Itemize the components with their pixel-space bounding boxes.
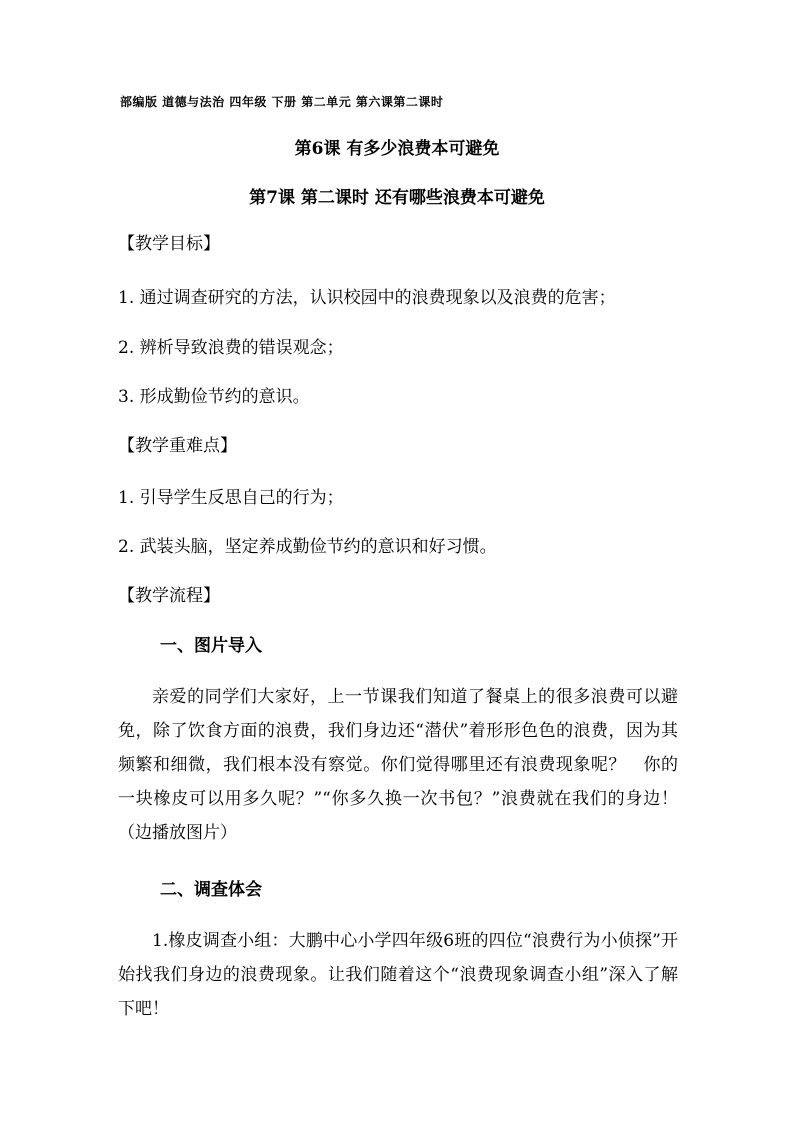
key-points-heading: 【教学重难点】: [118, 436, 237, 456]
course-info-header: 部编版 道德与法治 四年级 下册 第二单元 第六课第二课时: [120, 95, 444, 109]
key-point-item-2: 2. 武装头脑，坚定养成勤俭节约的意识和好习惯。: [118, 537, 497, 557]
section-2-heading: 二、调查体会: [160, 880, 262, 900]
objective-item-2: 2. 辨析导致浪费的错误观念；: [118, 338, 344, 358]
section-1-heading: 一、图片导入: [160, 636, 262, 656]
objective-item-1: 1. 通过调查研究的方法，认识校园中的浪费现象以及浪费的危害；: [118, 288, 616, 308]
section-2-paragraph: 1.橡皮调查小组：大鹏中心小学四年级6班的四位“浪费行为小侦探”开始找我们身边的浪费现象。让我们随着这个“浪费现象调查小组”深入了解下吧！: [118, 931, 678, 1019]
section-1-paragraph: 亲爱的同学们大家好，上一节课我们知道了餐桌上的很多浪费可以避免，除了饮食方面的浪费，我们身边还“潜伏”着形形色色的浪费，因为其频繁和细微，我们根本没有察觉。你们觉得哪里还有浪费现象呢？ 你的一块橡皮可以用多久呢？”“你多久换一次书包？”浪费就在我们的身边！（边播放图片）: [118, 687, 678, 843]
process-heading: 【教学流程】: [118, 586, 220, 606]
objectives-heading: 【教学目标】: [118, 234, 220, 254]
objective-item-3: 3. 形成勤俭节约的意识。: [118, 387, 310, 407]
lesson-title: 第6课 有多少浪费本可避免: [294, 139, 500, 159]
key-point-item-1: 1. 引导学生反思自己的行为；: [118, 488, 344, 508]
session-title: 第7课 第二课时 还有哪些浪费本可避免: [249, 188, 545, 208]
